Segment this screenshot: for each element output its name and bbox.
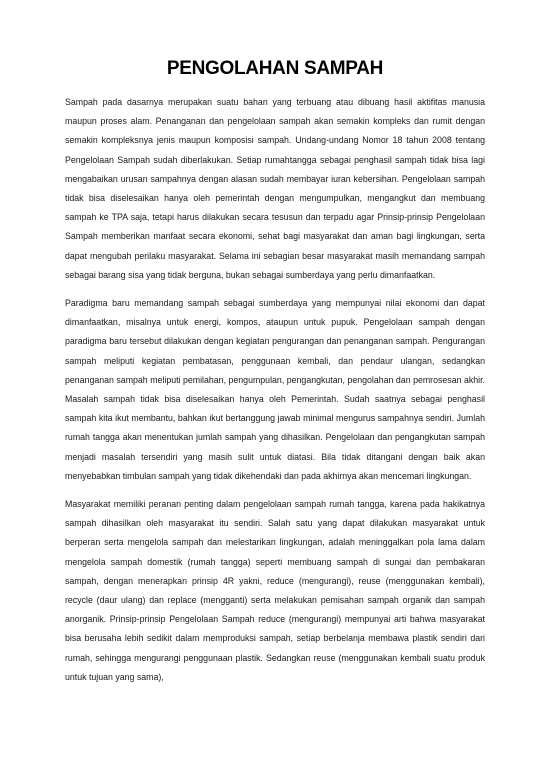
paragraph-1: Sampah pada dasarnya merupakan suatu bahan yang terbuang atau dibuang hasil aktifitas manusia maupun proses alam. Penanganan dan pengelolaan sampah akan semakin kompleks dan rumit dengan semakin kompleksnya jenis maupun komposisi sampah. Undang-undang Nomor 18 tahun 2008 tentang Pengelolaan Sampah sudah diberlakukan. Setiap rumahtangga sebagai penghasil sampah tidak bisa lagi mengabaikan urusan sampahnya dengan alasan sudah membayar iuran kebersihan. Pengelolaan sampah tidak bisa diselesaikan hanya oleh pemerintah dengan mengumpulkan, mengangkut dan membuang sampah ke TPA saja, tetapi harus dilakukan secara tesusun dan terpadu agar Prinsip-prinsip Pengelolaan Sampah memberikan manfaat secara ekonomi, sehat bagi masyarakat dan aman bagi lingkungan, serta dapat mengubah perilaku masyarakat. Selama ini sebagian besar masyarakat masih memandang sampah sebagai barang sisa yang tidak berguna, bukan sebagai sumberdaya yang perlu dimanfaatkan. xyxy=(65,97,485,280)
document-body xyxy=(65,93,485,696)
paragraph-3: Masyarakat memiliki peranan penting dalam pengelolaan sampah rumah tangga, karena pada hakikatnya sampah dihasilkan oleh masyarakat itu sendiri. Salah satu yang dapat dilakukan masyarakat untuk berperan serta mengelola sampah dan melestarikan lingkungan, adalah meninggalkan pola lama dalam mengelola sampah domestik (rumah tangga) seperti membuang sampah di sungai dan pembakaran sampah, dengan menerapkan prinsip 4R yakni, reduce (mengurangi), reuse (menggunakan kembali), recycle (daur ulang) dan replace (mengganti) serta melakukan pemisahan sampah organik dan sampah anorganik. Prinsip-prinsip Pengelolaan Sampah reduce (mengurangi) mempunyai arti bahwa masyarakat bisa berusaha lebih sedikit dalam memproduksi sampah, setiap berbelanja membawa plastik sendiri dari rumah, sehingga mengurangi penggunaan plastik. Sedangkan reuse (menggunakan kembali suatu produk untuk tujuan yang sama), xyxy=(65,499,485,682)
document-title: PENGOLAHAN SAMPAH xyxy=(166,58,384,79)
paragraph-2: Paradigma baru memandang sampah sebagai sumberdaya yang mempunyai nilai ekonomi dan dapat dimanfaatkan, misalnya untuk energi, kompos, ataupun untuk pupuk. Pengelolaan sampah dengan paradigma baru tersebut dilakukan dengan kegiatan pengurangan dan penanganan sampah. Pengurangan sampah meliputi kegiatan pembatasan, penggunaan kembali, dan pendaur ulangan, sedangkan penanganan sampah meliputi pemilahan, pengumpulan, pengangkutan, pengolahan dan pemrosesan akhir. Masalah sampah tidak bisa diselesaikan hanya oleh Pemerintah. Sudah saatnya sebagai penghasil sampah kita ikut membantu, bahkan ikut bertanggung jawab minimal mengurus sampahnya sendiri. Jumlah rumah tangga akan menentukan jumlah sampah yang dihasilkan. Pengelolaan dan pengangkutan sampah menjadi masalah tersendiri yang masih sulit untuk diatasi. Bila tidak ditangani dengan baik akan menyebabkan timbulan sampah yang tidak dikehendaki dan pada akhirnya akan mencemari lingkungan. xyxy=(65,298,485,481)
